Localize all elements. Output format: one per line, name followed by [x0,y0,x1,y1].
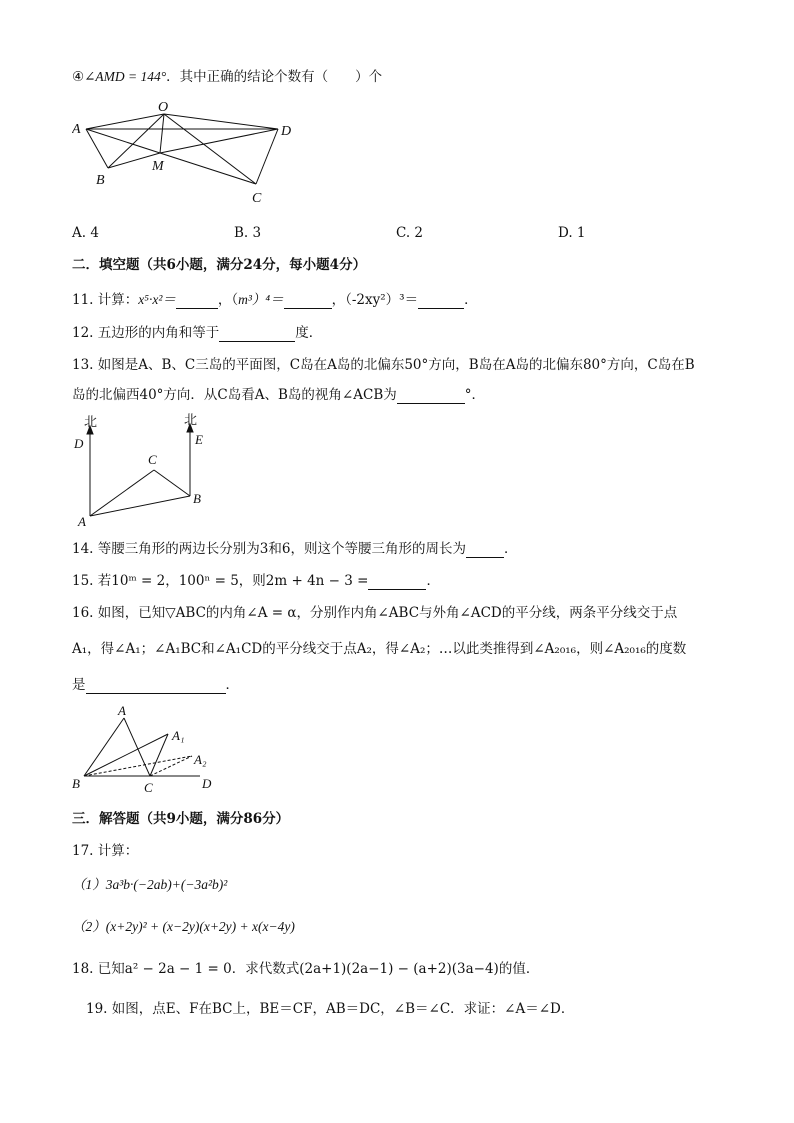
answer-blank [284,294,332,309]
question-12 [72,324,322,342]
question-11 [72,291,478,309]
question-16-line-2 [72,640,686,658]
question-number: 14. [72,541,98,557]
question-text: 五边形的内角和等于 [97,325,220,341]
north-label-left: 北 [84,414,98,429]
question-text: 已知a² − 2a − 1 = 0．求代数式(2a+1)(2a−1) − (a+2)(3a−4)的值． [97,961,540,977]
question-lead: 计算： [97,292,139,308]
section-2-heading: 二．填空题（共6小题，满分24分，每小题4分） [72,257,367,273]
question-16-line-3 [72,676,239,694]
expr-2: m³）⁴＝ [238,292,284,307]
answer-blank [418,294,464,309]
question-number: 13. [72,357,98,373]
answer-blank [368,575,426,590]
option-a: A. 4 [72,225,99,241]
label-A: A [78,514,86,529]
label-C: C [252,191,262,206]
question-19 [86,1000,574,1018]
section-3-heading: 三．解答题（共9小题，满分86分） [72,811,290,827]
question-text: 如图，点E、F在BC上，BE＝CF，AB＝DC，∠B＝∠C．求证：∠A＝∠D． [111,1001,575,1017]
answer-blank [397,389,465,404]
option-c: C. 2 [396,225,424,241]
label-D: D [74,436,84,451]
question-17 [72,842,138,860]
question-text: 等腰三角形的两边长分别为3和6，则这个等腰三角形的周长为 [97,541,466,557]
question-text: 计算： [97,843,139,859]
question-18 [72,960,539,978]
north-label-right: 北 [184,412,198,427]
question-text: ．其中正确的结论个数有（ ）个 [166,69,383,85]
option-b: B. 3 [234,225,262,241]
question-17-part-2: （2）(x+2y)² + (x−2y)(x+2y) + x(x−4y) [72,919,295,934]
question-number: 19. [86,1001,112,1017]
question-13-line-1 [72,356,695,374]
question-text: 岛的北偏西40°方向．从C岛看A、B岛的视角∠ACB为 [72,387,397,403]
item-marker: ④ [72,69,85,85]
separator: ，（ [217,292,239,308]
end-mark: ． [503,541,518,557]
expr-1: x⁵·x²＝ [138,292,176,307]
question-text: 是 [72,677,86,693]
label-A1: A₁ [172,728,185,743]
answer-blank [219,327,295,342]
end-mark: ． [464,292,478,308]
label-B: B [96,173,105,188]
label-C: C [144,780,153,795]
label-E: E [195,432,203,447]
figure-q16 [72,704,232,796]
label-D: D [202,776,212,791]
label-B: B [193,491,201,506]
question-number: 15. [72,573,98,589]
label-D: D [281,124,292,139]
question-17-part-1: （1）3a³b·(−2ab)+(−3a²b)² [72,877,228,892]
expr-3: ，（-2xy²）³＝ [331,292,419,308]
question-number: 11. [72,292,98,308]
answer-blank [86,679,226,694]
question-text: 如图，已知▽ABC的内角∠A = α，分别作内角∠ABC与外角∠ACD的平分线，两条平分线交于点 [97,605,678,621]
end-mark: ． [225,677,239,693]
angle-formula: ∠AMD = 144° [84,69,167,84]
label-A: A [118,704,126,718]
question-13-line-2 [72,386,485,404]
label-C: C [148,452,157,467]
question-number: 16. [72,605,98,621]
question-16-line-1 [72,604,677,622]
answer-blank [176,294,218,309]
question-15 [72,572,440,590]
question-number: 17. [72,843,98,859]
end-mark: ． [426,573,440,589]
option-d: D. 1 [558,225,586,241]
figure-q10 [72,98,312,208]
question-14 [72,540,517,558]
question-text: A₁，得∠A₁；∠A₁BC和∠A₁CD的平分线交于点A₂，得∠A₂；…以此类推得到∠A₂₀₁₆，则∠A₂₀₁₆的度数 [72,641,687,657]
q10-conclusion-line [72,68,382,86]
question-number: 18. [72,961,98,977]
question-number: 12. [72,325,98,341]
end-mark: 度． [295,325,323,341]
question-text: 若10ᵐ = 2，100ⁿ = 5，则2m + 4n − 3 = [97,573,369,589]
label-M: M [152,159,164,174]
end-mark: °． [464,387,485,403]
label-A2: A₂ [194,752,207,767]
question-text: 如图是A、B、C三岛的平面图，C岛在A岛的北偏东50°方向，B岛在A岛的北偏东80°方向，C岛在B [97,357,695,373]
label-B: B [72,776,80,791]
label-O: O [158,100,169,115]
label-A: A [72,122,81,137]
answer-blank [466,543,504,558]
figure-q13 [72,412,232,532]
